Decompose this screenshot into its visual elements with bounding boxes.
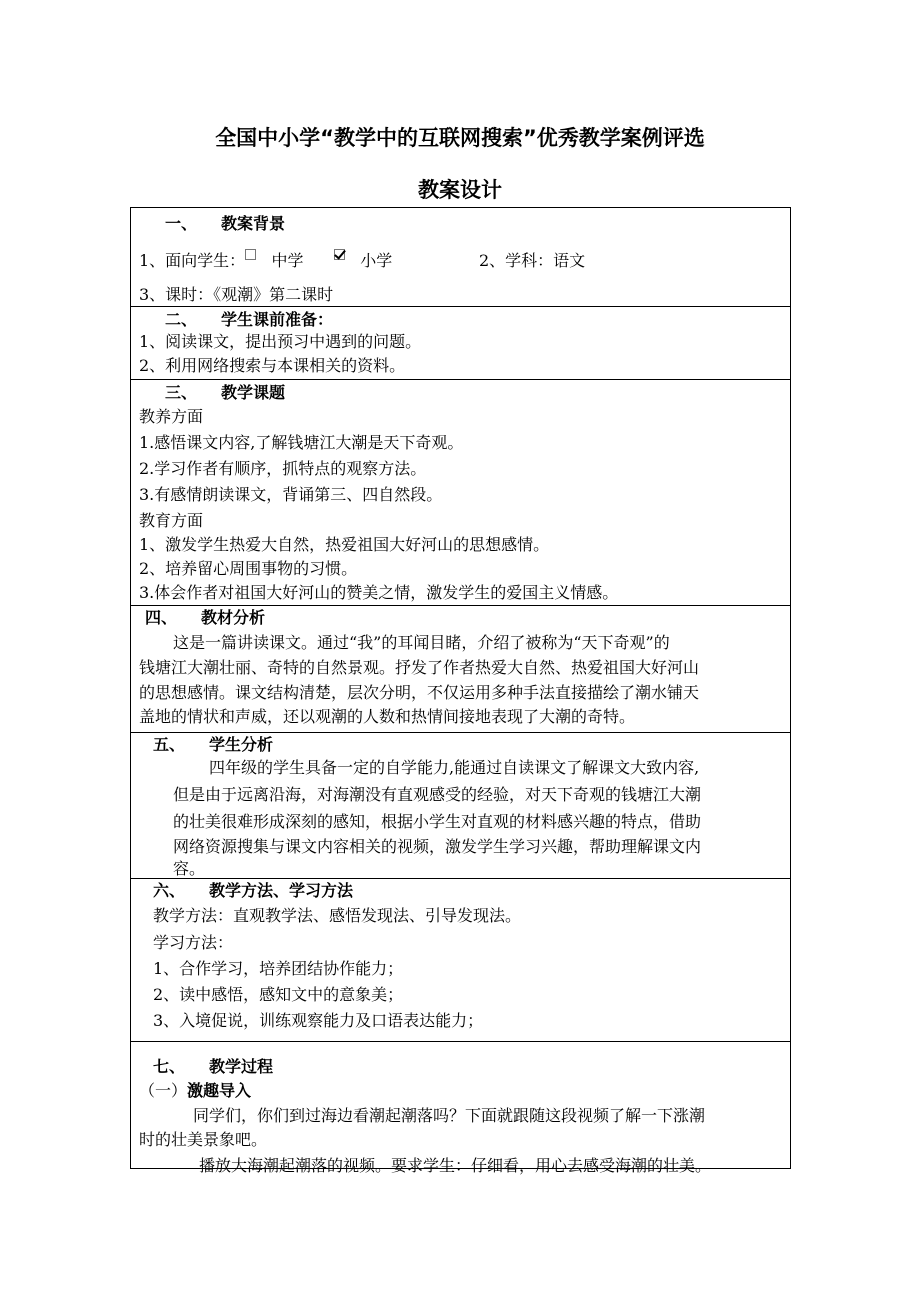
lesson-plan-table [130,207,791,1175]
middle-school-checkbox[interactable] [245,249,256,260]
text-line: 3.体会作者对祖国大好河山的赞美之情，激发学生的爱国主义情感。 [139,583,619,602]
list-item: 2、利用网络搜索与本课相关的资料。 [139,356,406,375]
text-line: 教育方面 [139,511,204,530]
text-line: 3.有感情朗读课文，背诵第三、四自然段。 [139,485,443,504]
section-number: 七、 [153,1057,186,1076]
text-line: 四年级的学生具备一定的自学能力,能通过自读课文了解课文大致内容, [209,758,700,777]
section-student-analysis [131,733,790,879]
section-teaching-process [131,1042,790,1175]
text-line: 教养方面 [139,407,204,426]
section-number: 五、 [153,735,186,754]
text-line: 但是由于远离沿海，对海潮没有直观感受的经验，对天下奇观的钱塘江大潮 [173,785,702,804]
section-heading [165,383,285,403]
section-number: 二、 [165,310,198,329]
section-heading [165,310,333,330]
subsection-heading [139,1081,251,1101]
section-number: 一、 [165,214,198,233]
text-line: 盖地的情状和声威，还以观潮的人数和热情间接地表现了大潮的奇特。 [139,707,636,726]
text-line: 3、入境促说，训练观察能力及口语表达能力； [153,1011,484,1030]
primary-school-checkbox[interactable] [334,249,345,260]
section-heading [145,608,265,628]
section-methods [131,879,790,1042]
section-number: 四、 [145,608,178,627]
document-title: 全国中小学“教学中的互联网搜索”优秀教学案例评选 [215,126,705,150]
text-line: 的壮美很难形成深刻的感知，根据小学生对直观的材料感兴趣的特点，借助 [173,812,702,831]
section-number: 三、 [165,383,198,402]
text-line: 时的壮美景象吧。 [139,1130,268,1149]
section-preparation [131,307,790,380]
section-textbook-analysis [131,606,790,733]
lesson-text: 3、课时：《观潮》第二课时 [139,285,334,304]
section-title: 学生分析 [209,735,274,754]
section-background [131,208,790,307]
list-item: 1、阅读课文，提出预习中遇到的问题。 [139,332,422,351]
students-label: 1、面向学生： [139,251,246,270]
text-line: 的思想感情。课文结构清楚，层次分明，不仅运用多种手法直接描绘了潮水铺天 [139,683,700,702]
subsection-title: 激趣导入 [187,1081,252,1100]
section-heading [153,735,273,755]
text-line: 1、合作学习，培养团结协作能力； [153,959,404,978]
section-title: 教学课题 [221,383,286,402]
section-title: 教学过程 [209,1057,274,1076]
subsection-number: （一） [139,1081,188,1100]
text-line: 2、读中感悟，感知文中的意象美； [153,985,404,1004]
section-number: 六、 [153,881,186,900]
section-title: 教案背景 [221,214,286,233]
section-heading [153,1057,273,1077]
section-heading [165,214,285,234]
students-row [139,251,392,271]
text-line: 网络资源搜集与课文内容相关的视频，激发学生学习兴趣，帮助理解课文内 [173,837,702,856]
text-line: 容。 [173,859,206,878]
subject-text: 2、学科：语文 [479,251,586,270]
text-line: 2.学习作者有顺序，抓特点的观察方法。 [139,459,427,478]
text-line: 这是一篇讲读课文。通过“我”的耳闻目睹，介绍了被称为“天下奇观”的 [173,633,670,652]
middle-school-label: 中学 [271,251,304,270]
text-line: 1.感悟课文内容,了解钱塘江大潮是天下奇观。 [139,433,464,452]
text-line: 教学方法：直观教学法、感悟发现法、引导发现法。 [153,906,522,925]
section-heading [153,881,353,901]
primary-school-label: 小学 [360,251,393,270]
section-title: 教学方法、学习方法 [209,881,354,900]
section-objectives [131,380,790,606]
text-line: 钱塘江大潮壮丽、奇特的自然景观。抒发了作者热爱大自然、热爱祖国大好河山 [139,658,700,677]
section-title: 学生课前准备： [221,310,334,329]
section-title: 教材分析 [201,608,266,627]
document-subtitle: 教案设计 [418,178,502,202]
text-line: 2、培养留心周围事物的习惯。 [139,559,358,578]
text-line: 1、激发学生热爱大自然，热爱祖国大好河山的思想感情。 [139,535,550,554]
text-line: 学习方法： [153,933,234,952]
text-line: 同学们，你们到过海边看潮起潮落吗？下面就跟随这段视频了解一下涨潮 [193,1106,706,1125]
text-line: 播放大海潮起潮落的视频。要求学生：仔细看，用心去感受海潮的壮美。 [199,1156,712,1175]
